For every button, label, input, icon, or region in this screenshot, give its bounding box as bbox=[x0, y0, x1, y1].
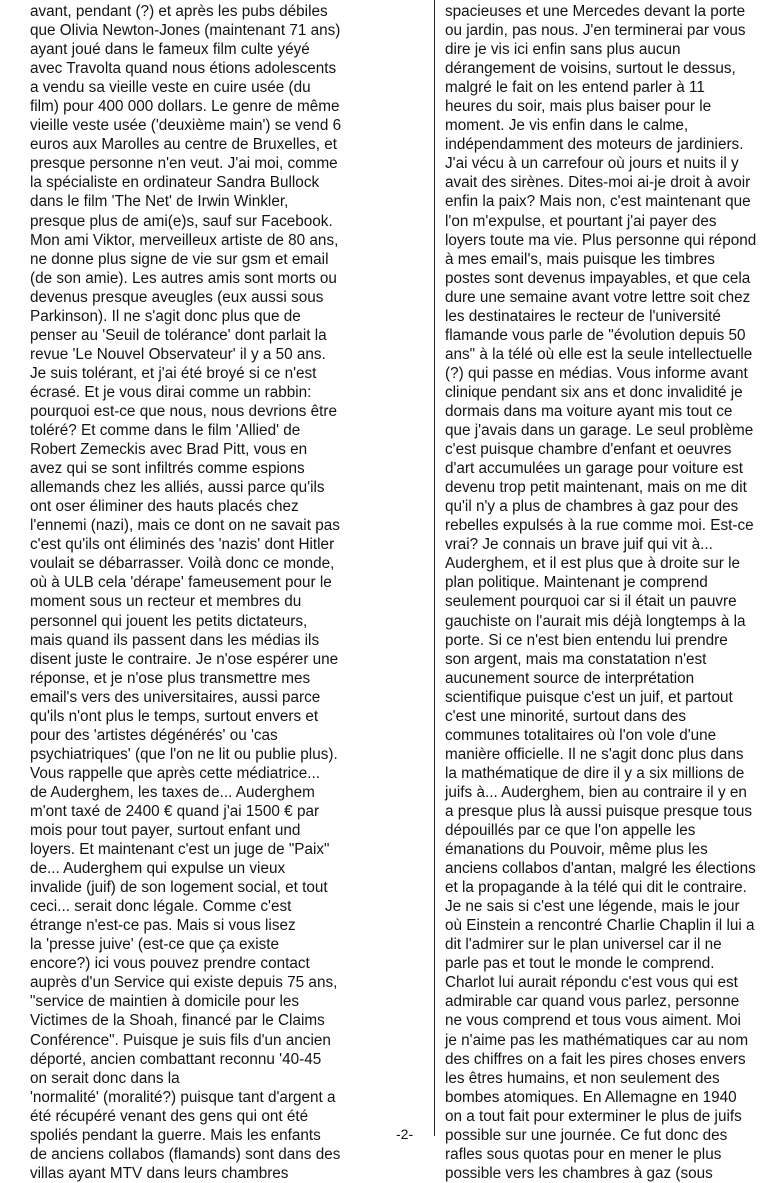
text-line: dans le film 'The Net' de Irwin Winkler, bbox=[30, 193, 289, 211]
text-line: dure une semaine avant votre lettre soit chez bbox=[445, 288, 751, 306]
text-line: penser au 'Seuil de tolérance' dont parlait la bbox=[30, 326, 327, 344]
text-line: Robert Zemeckis avec Brad Pitt, vous en bbox=[30, 441, 308, 459]
text-line: avait des sirènes. Dites-moi ai-je droit à avoir bbox=[445, 174, 751, 192]
text-line: vrai? Je connais un brave juif qui vit à... bbox=[445, 536, 713, 554]
text-line: anciens collabos d'antan, malgré les élections bbox=[445, 860, 756, 878]
text-line: Vous rappelle que après cette médiatrice... bbox=[30, 764, 320, 782]
text-line: email's vers des universitaires, aussi parce bbox=[30, 688, 321, 706]
text-line: que j'avais dans un garage. Le seul problème bbox=[445, 422, 754, 440]
text-line: avant, pendant (?) et après les pubs débiles bbox=[30, 3, 328, 20]
text-line: Charlot lui aurait répondu c'est vous qui est bbox=[445, 974, 738, 992]
text-line: les êtres humains, et non seulement des bbox=[445, 1069, 720, 1087]
text-line: d'art accumulées un garage pour voiture est bbox=[445, 460, 743, 478]
text-line: manière officielle. Il ne s'agit donc plus dans bbox=[445, 745, 744, 763]
text-line: Victimes de la Shoah, financé par le Claims bbox=[30, 1012, 325, 1030]
text-line: porte. Si ce n'est bien entendu lui prendre bbox=[445, 631, 728, 649]
text-line: moment sous un recteur et membres du bbox=[30, 593, 302, 611]
text-line: seulement pourquoi car si il était un pauvre bbox=[445, 593, 737, 611]
text-line: spoliés pendant la guerre. Mais les enfants bbox=[30, 1126, 321, 1144]
text-line: aucunement source de interprétation bbox=[445, 669, 695, 687]
text-line: Je ne sais si c'est une légende, mais le jour bbox=[445, 898, 740, 916]
text-line: ont oser éliminer des hauts placés chez bbox=[30, 498, 299, 516]
text-line: je n'aime pas les mathématiques car au nom bbox=[445, 1031, 749, 1049]
text-line: avec Travolta quand nous étions adolescents bbox=[30, 60, 337, 78]
text-line: ne vous comprend et tous vous aiment. Moi bbox=[445, 1012, 741, 1030]
text-line: dormais dans ma voiture ayant mis tout ce bbox=[445, 402, 733, 420]
text-line: "service de maintien à domicile pour les bbox=[30, 993, 300, 1011]
text-line: film) pour 400 000 dollars. Le genre de même bbox=[30, 98, 340, 116]
text-line: disent juste le contraire. Je n'ose espérer une bbox=[30, 650, 339, 668]
text-line: de... Auderghem qui expulse un vieux bbox=[30, 860, 286, 878]
text-line: réponse, et je n'ose plus transmettre mes bbox=[30, 669, 311, 687]
text-line: enfin la paix? Mais non, c'est maintenant que bbox=[445, 193, 751, 211]
text-line: mais quand ils passent dans les médias ils bbox=[30, 631, 320, 649]
text-line: c'est qu'ils ont éliminés des 'nazis' dont Hitler bbox=[30, 536, 335, 554]
text-line: la 'presse juive' (est-ce que ça existe bbox=[30, 936, 280, 954]
text-line: a vendu sa vieille veste en cuire usée (du bbox=[30, 79, 311, 97]
text-line: la spécialiste en ordinateur Sandra Bullock bbox=[30, 174, 320, 192]
text-line: c'est une minorité, surtout dans des bbox=[445, 707, 687, 725]
text-line: devenu trop petit maintenant, mais on me dit bbox=[445, 479, 747, 497]
text-line: et la propagande à la télé qui dit le contraire. bbox=[445, 879, 747, 897]
text-line: son argent, mais ma constatation n'est bbox=[445, 650, 707, 668]
text-line: spacieuses et une Mercedes devant la porte bbox=[445, 3, 746, 20]
text-line: qu'ils n'ont plus le temps, surtout envers et bbox=[30, 707, 319, 725]
text-line: la mathématique de dire il y a six millions de bbox=[445, 764, 745, 782]
left-column bbox=[30, 2, 422, 1183]
text-line: ayant joué dans le fameux film culte yéyé bbox=[30, 41, 310, 59]
text-line: on a tout fait pour exterminer le plus de juifs bbox=[445, 1107, 742, 1125]
text-line: mois pour tout payer, surtout enfant und bbox=[30, 822, 301, 840]
text-line: déporté, ancien combattant reconnu '40-45 bbox=[30, 1050, 322, 1068]
text-line: a presque plus là aussi puisque presque tous bbox=[445, 802, 752, 820]
text-line: Mon ami Viktor, merveilleux artiste de 80 ans, bbox=[30, 231, 339, 249]
text-line: euros aux Marolles au centre de Bruxelles, et bbox=[30, 136, 337, 154]
text-line: ne donne plus signe de vie sur gsm et email bbox=[30, 250, 329, 268]
text-line: les destinataires le recteur de l'université bbox=[445, 307, 721, 325]
text-line: possible sur une journée. Ce fut donc des bbox=[445, 1126, 728, 1144]
text-line: vieille veste usée ('deuxième main') se vend 6 bbox=[30, 117, 342, 135]
text-line: allemands chez les alliés, aussi parce qu'ils bbox=[30, 479, 325, 497]
text-line: bombes atomiques. En Allemagne en 1940 bbox=[445, 1088, 737, 1106]
text-line: où à ULB cela 'dérape' fameusement pour le bbox=[30, 574, 332, 592]
text-line: pourquoi est-ce que nous, nous devrions être bbox=[30, 402, 337, 420]
text-line: 'normalité' (moralité?) puisque tant d'argent a bbox=[30, 1088, 336, 1106]
page-number: -2- bbox=[396, 1126, 414, 1142]
text-line: Je suis tolérant, et j'ai été broyé si ce n'est bbox=[30, 364, 317, 382]
text-line: on serait donc dans la bbox=[30, 1069, 180, 1087]
text-line: heures du soir, mais plus baiser pour le bbox=[445, 98, 712, 116]
text-line: presque plus de ami(e)s, sauf sur Facebook. bbox=[30, 212, 333, 230]
text-line: émanations du Pouvoir, même plus les bbox=[445, 841, 708, 859]
text-line: à mes email's, mais puisque les timbres bbox=[445, 250, 715, 268]
text-line: juifs à... Auderghem, bien au contraire il y en bbox=[445, 783, 747, 801]
text-line: personnel qui jouent les petits dictateurs, bbox=[30, 612, 308, 630]
text-line: rafles sous quotas pour en mener le plus bbox=[445, 1145, 722, 1163]
text-line: ou jardin, pas nous. J'en terminerai par vous bbox=[445, 22, 746, 40]
text-line: m'ont taxé de 2400 € quand j'ai 1500 € par bbox=[30, 802, 320, 820]
right-column bbox=[445, 2, 770, 1183]
text-line: Parkinson). Il ne s'agit donc plus que de bbox=[30, 307, 301, 325]
text-line: voulait se débarrasser. Voilà donc ce monde, bbox=[30, 555, 335, 573]
text-line: où Einstein a rencontré Charlie Chaplin il lui a bbox=[445, 917, 755, 935]
text-line: (de son amie). Les autres amis sont morts ou bbox=[30, 269, 337, 287]
text-line: plan politique. Maintenant je comprend bbox=[445, 574, 708, 592]
text-line: ceci... serait donc légale. Comme c'est bbox=[30, 898, 292, 916]
text-line: écrasé. Et je vous dirai comme un rabbin: bbox=[30, 383, 312, 401]
text-line: psychiatriques' (que l'on ne lit ou publie plus). bbox=[30, 745, 338, 763]
text-line: rebelles expulsés à la rue comme moi. Est-ce bbox=[445, 517, 754, 535]
text-line: dépouillés par ce que l'on appelle les bbox=[445, 822, 696, 840]
text-line: communes totalitaires où l'on vole d'une bbox=[445, 726, 717, 744]
text-line: toléré? Et comme dans le film 'Allied' de bbox=[30, 422, 301, 440]
text-line: loyers. Et maintenant c'est un juge de "Paix" bbox=[30, 841, 330, 859]
text-line: Conférence". Puisque je suis fils d'un ancien bbox=[30, 1031, 331, 1049]
text-line: pour des 'artistes dégénérés' ou 'cas bbox=[30, 726, 278, 744]
text-line: Auderghem, et il est plus que à droite sur le bbox=[445, 555, 741, 573]
text-line: ans" à la télé où elle est la seule intellectuelle bbox=[445, 345, 753, 363]
column-divider bbox=[434, 0, 435, 1136]
text-line: des chiffres on a fait les pires choses envers bbox=[445, 1050, 746, 1068]
text-line: devenus presque aveugles (eux aussi sous bbox=[30, 288, 324, 306]
text-line: invalide (juif) de son logement social, et tout bbox=[30, 879, 328, 897]
text-line: flamande vous parle de "évolution depuis 50 bbox=[445, 326, 746, 344]
text-line: moment. Je vis enfin dans le calme, bbox=[445, 117, 689, 135]
text-line: c'est puisque chambre d'enfant et oeuvres bbox=[445, 441, 732, 459]
text-line: l'ennemi (nazi), mais ce dont on ne savait pas bbox=[30, 517, 340, 535]
text-line: de anciens collabos (flamands) sont dans des bbox=[30, 1145, 341, 1163]
text-line: qu'il n'y a plus de chambres à gaz pour des bbox=[445, 498, 739, 516]
text-line: étrange n'est-ce pas. Mais si vous lisez bbox=[30, 917, 296, 935]
text-line: dit l'admirer sur le plan universel car il ne bbox=[445, 936, 722, 954]
text-line: (?) qui passe en médias. Vous informe avant bbox=[445, 364, 748, 382]
text-line: scientifique puisque c'est un juif, et partout bbox=[445, 688, 733, 706]
text-line: admirable car quand vous parlez, personne bbox=[445, 993, 740, 1011]
text-line: parle pas et tout le monde le comprend. bbox=[445, 955, 715, 973]
text-line: possible vers les chambres à gaz (sous bbox=[445, 1164, 713, 1182]
text-line: postes sont devenus impayables, et que cela bbox=[445, 269, 751, 287]
text-line: indépendamment des moteurs de jardiniers. bbox=[445, 136, 744, 154]
text-line: malgré le fait on les entend parler à 11 bbox=[445, 79, 705, 97]
text-line: gauchiste on l'aurait mis déjà longtemps à la bbox=[445, 612, 746, 630]
text-line: que Olivia Newton-Jones (maintenant 71 ans) bbox=[30, 22, 341, 40]
text-line: villas ayant MTV dans leurs chambres bbox=[30, 1164, 289, 1182]
text-line: dire je vis ici enfin sans plus aucun bbox=[445, 41, 681, 59]
text-line: J'ai vécu à un carrefour où jours et nuits il y bbox=[445, 155, 739, 173]
text-line: encore?) ici vous pouvez prendre contact bbox=[30, 955, 310, 973]
text-line: loyers toute ma vie. Plus personne qui répond bbox=[445, 231, 757, 249]
text-line: avez qui se sont infiltrés comme espions bbox=[30, 460, 305, 478]
text-line: revue 'Le Nouvel Observateur' il y a 50 ans. bbox=[30, 345, 326, 363]
text-line: clinique pendant six ans et donc invalidité je bbox=[445, 383, 743, 401]
text-line: été récupéré venant des gens qui ont été bbox=[30, 1107, 309, 1125]
text-line: presque personne n'en veut. J'ai moi, comme bbox=[30, 155, 338, 173]
text-line: auprès d'un Service qui existe depuis 75 ans, bbox=[30, 974, 338, 992]
text-line: l'on m'expulse, et pourtant j'ai payer des bbox=[445, 212, 717, 230]
text-line: de Auderghem, les taxes de... Auderghem bbox=[30, 783, 315, 801]
text-line: dérangement de voisins, surtout le dessus, bbox=[445, 60, 736, 78]
